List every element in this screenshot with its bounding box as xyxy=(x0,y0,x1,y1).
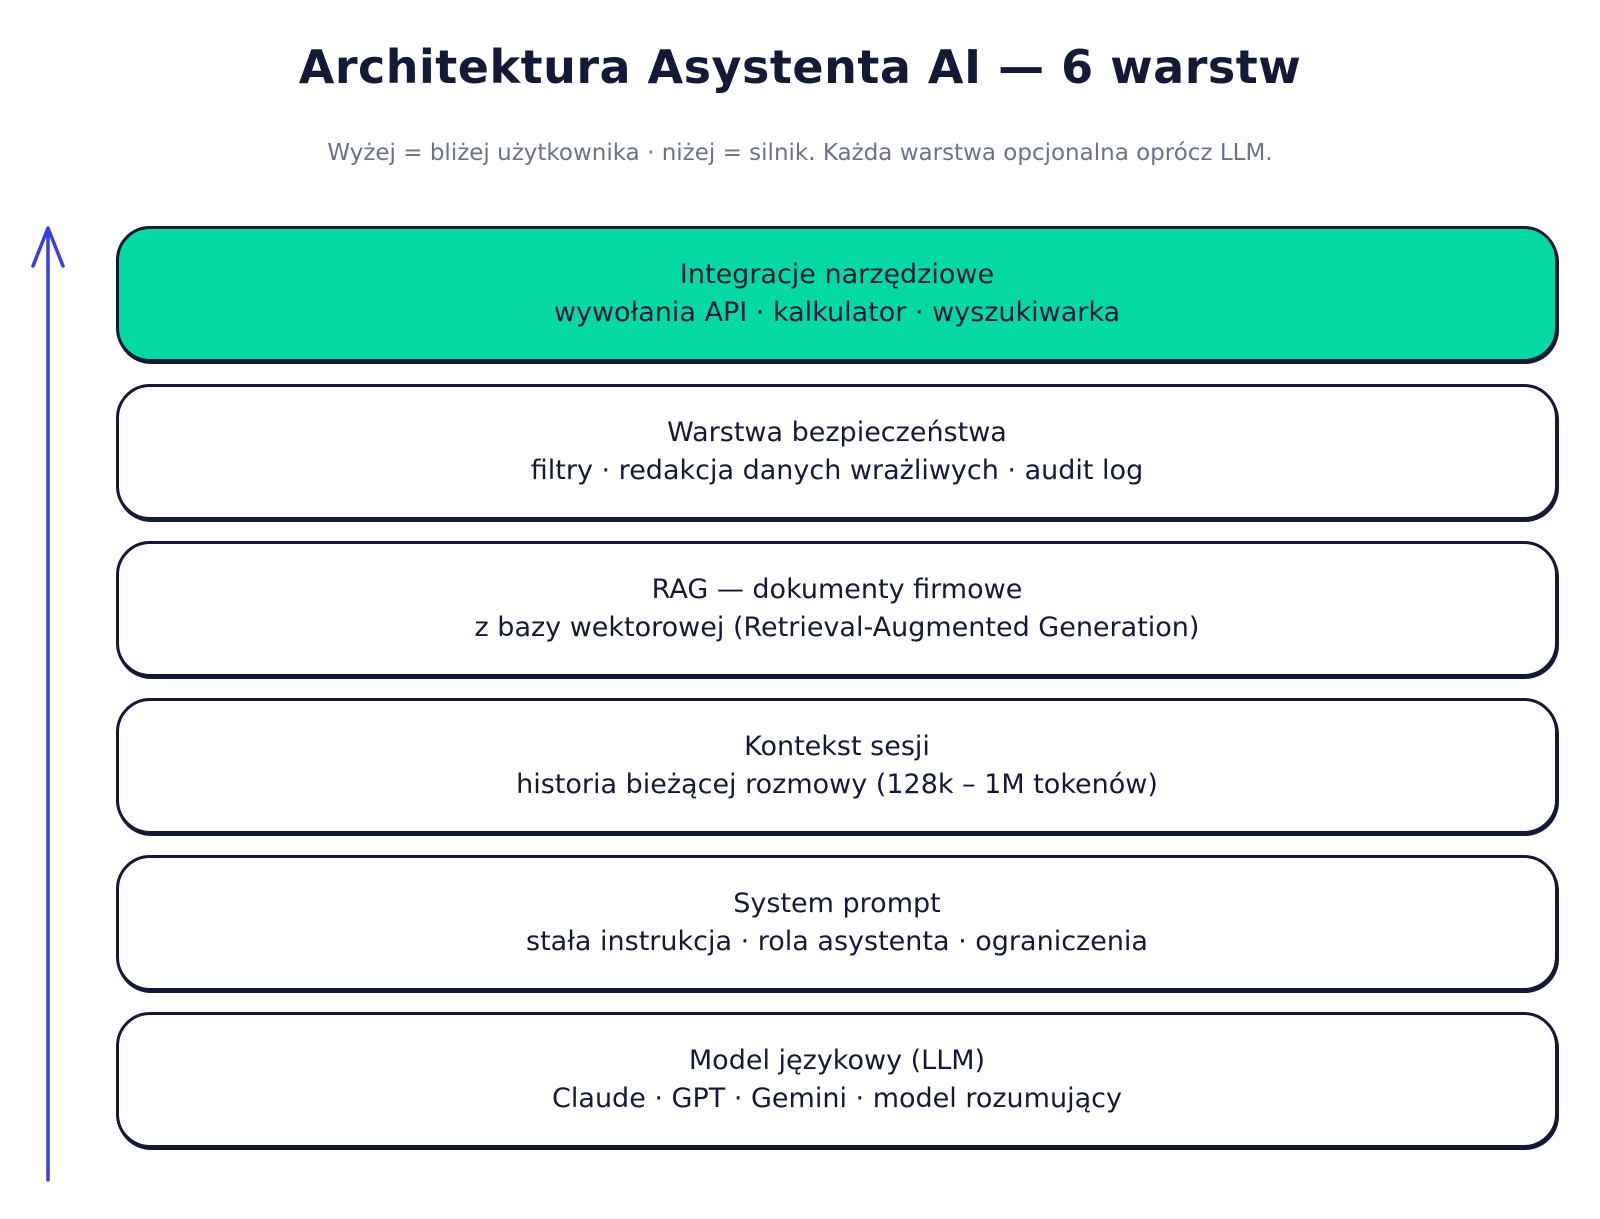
up-arrow-icon xyxy=(20,222,80,1182)
layer-name: Integracje narzędziowe xyxy=(679,259,995,290)
layer-description: historia bieżącej rozmowy (128k – 1M tokenów) xyxy=(516,769,1158,800)
layer-rag xyxy=(116,541,1558,677)
layer-name: Model językowy (LLM) xyxy=(688,1045,986,1076)
layer-name: RAG — dokumenty firmowe xyxy=(651,574,1023,605)
layer-description: filtry · redakcja danych wrażliwych · audit log xyxy=(530,455,1144,486)
layer-description: stała instrukcja · rola asystenta · ograniczenia xyxy=(526,926,1148,957)
layer-system-prompt xyxy=(116,855,1558,991)
layer-description: Claude · GPT · Gemini · model rozumujący xyxy=(552,1083,1122,1114)
layer-description: wywołania API · kalkulator · wyszukiwarka xyxy=(553,297,1121,328)
layer-name: Kontekst sesji xyxy=(744,731,930,762)
layer-kontekst xyxy=(116,698,1558,834)
layer-integracje xyxy=(116,226,1558,362)
layer-name: System prompt xyxy=(733,888,941,919)
layer-llm xyxy=(116,1012,1558,1148)
layer-name: Warstwa bezpieczeństwa xyxy=(667,417,1007,448)
layer-bezpieczenstwo xyxy=(116,384,1558,520)
layer-description: z bazy wektorowej (Retrieval-Augmented Generation) xyxy=(474,612,1200,643)
diagram-subtitle: Wyżej = bliżej użytkownika · niżej = silnik. Każda warstwa opcjonalna oprócz LLM. xyxy=(327,140,1273,166)
diagram-title: Architektura Asystenta AI — 6 warstw xyxy=(298,40,1302,94)
